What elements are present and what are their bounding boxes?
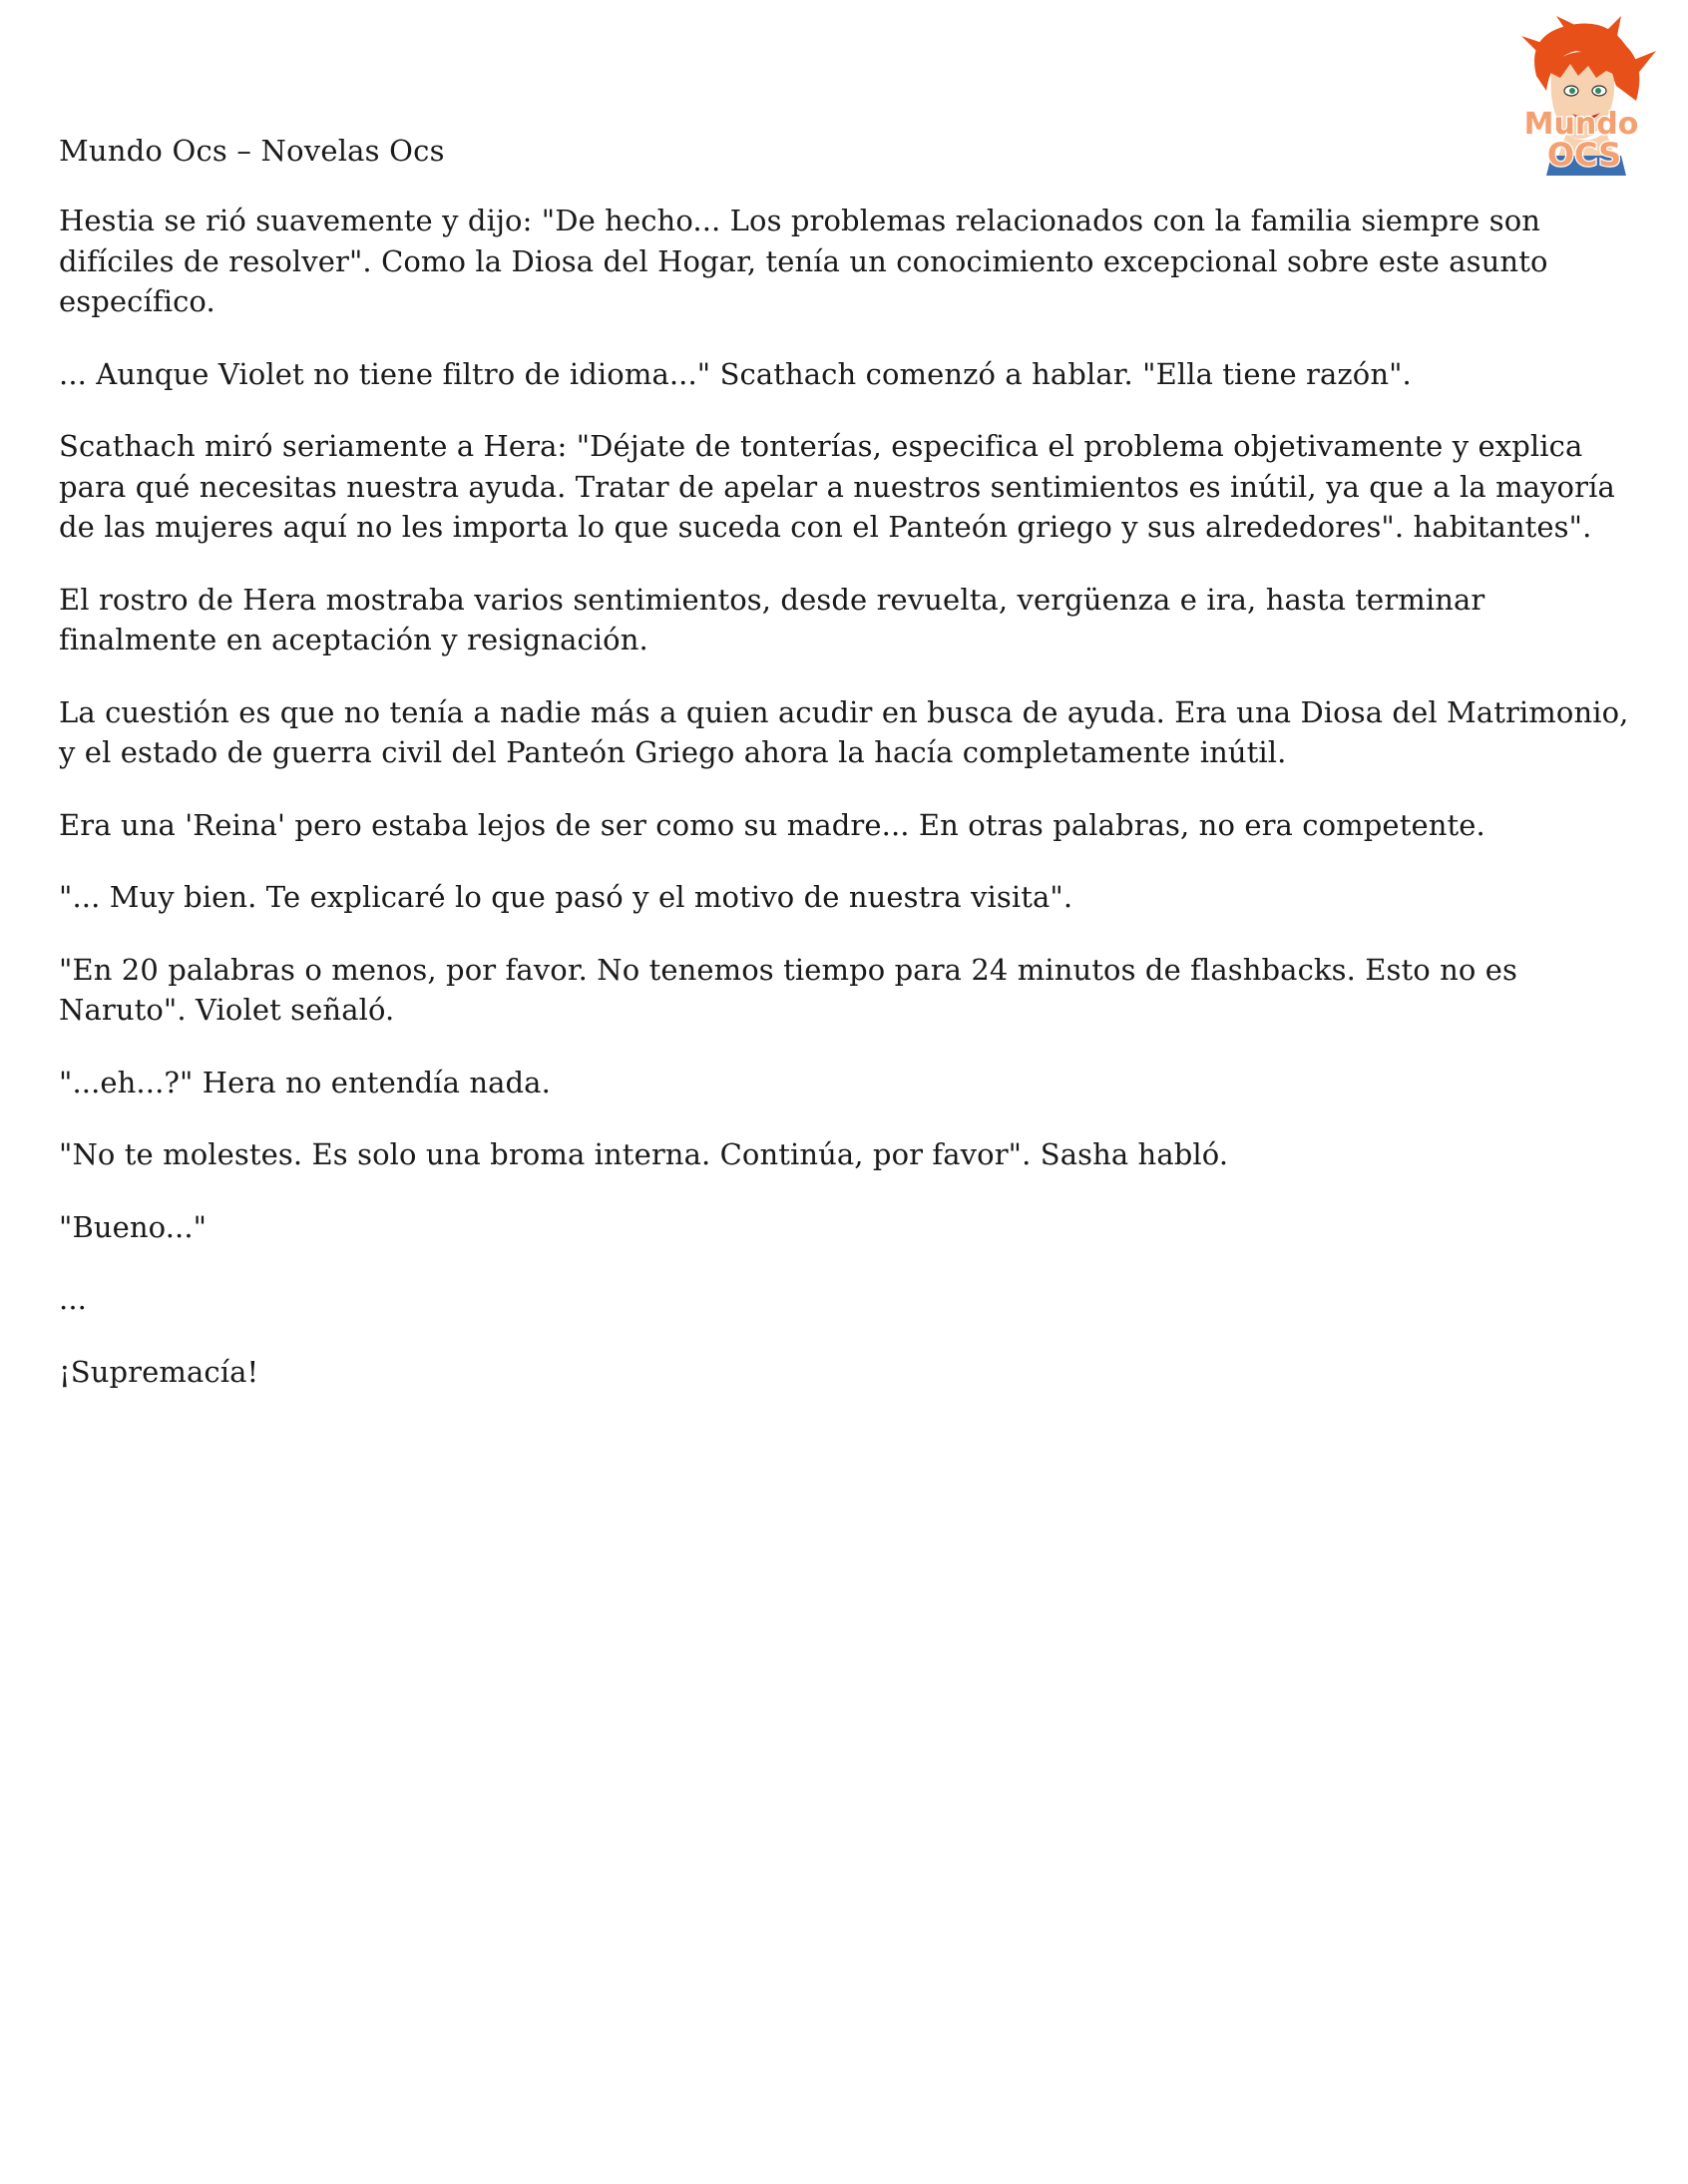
logo-text-top: Mundo [1523,107,1639,142]
document-body [59,201,1635,1424]
paragraph: Hestia se rió suavemente y dijo: "De hecho... Los problemas relacionados con la familia siempre son difíciles de resolver". Como la Diosa del Hogar, tenía un conocimiento excepcional sobre este asunto específico. [59,204,1548,318]
logo-text-bottom: OCS [1546,136,1622,174]
logo-art [1496,16,1666,176]
paragraph: "...eh...?" Hera no entendía nada. [59,1065,551,1099]
paragraph: "En 20 palabras o menos, por favor. No tenemos tiempo para 24 minutos de flashbacks. Esto no es Naruto". Violet señaló. [59,952,1517,1027]
paragraph: La cuestión es que no tenía a nadie más a quien acudir en busca de ayuda. Era una Diosa del Matrimonio, y el estado de guerra civil del Panteón Griego ahora la hacía completamente inútil. [59,694,1629,769]
paragraph: ... Aunque Violet no tiene filtro de idioma..." Scathach comenzó a hablar. "Ella tiene razón". [59,356,1412,391]
paragraph: Era una 'Reina' pero estaba lejos de ser como su madre... En otras palabras, no era competente. [59,807,1485,842]
document-header: Mundo Ocs – Novelas Ocs [59,134,445,168]
paragraph: "Bueno..." [59,1209,208,1244]
paragraph: "No te molestes. Es solo una broma interna. Continúa, por favor". Sasha habló. [59,1137,1229,1171]
paragraph: "... Muy bien. Te explicaré lo que pasó y el motivo de nuestra visita". [59,880,1073,914]
paragraph: ¡Supremacía! [59,1354,259,1389]
paragraph: Scathach miró seriamente a Hera: "Déjate de tonterías, especifica el problema objetivamente y explica para qué necesitas nuestra ayuda. Tratar de apelar a nuestros sentimientos es inútil, ya que a la mayoría de las mujeres aquí no les importa lo que suceda con el Panteón griego y sus alrededores". habitantes". [59,429,1615,544]
paragraph: ... [59,1282,87,1316]
paragraph: El rostro de Hera mostraba varios sentimientos, desde revuelta, vergüenza e ira, hasta terminar finalmente en aceptación y resignación. [59,582,1485,656]
mundo-ocs-logo [1496,16,1666,176]
